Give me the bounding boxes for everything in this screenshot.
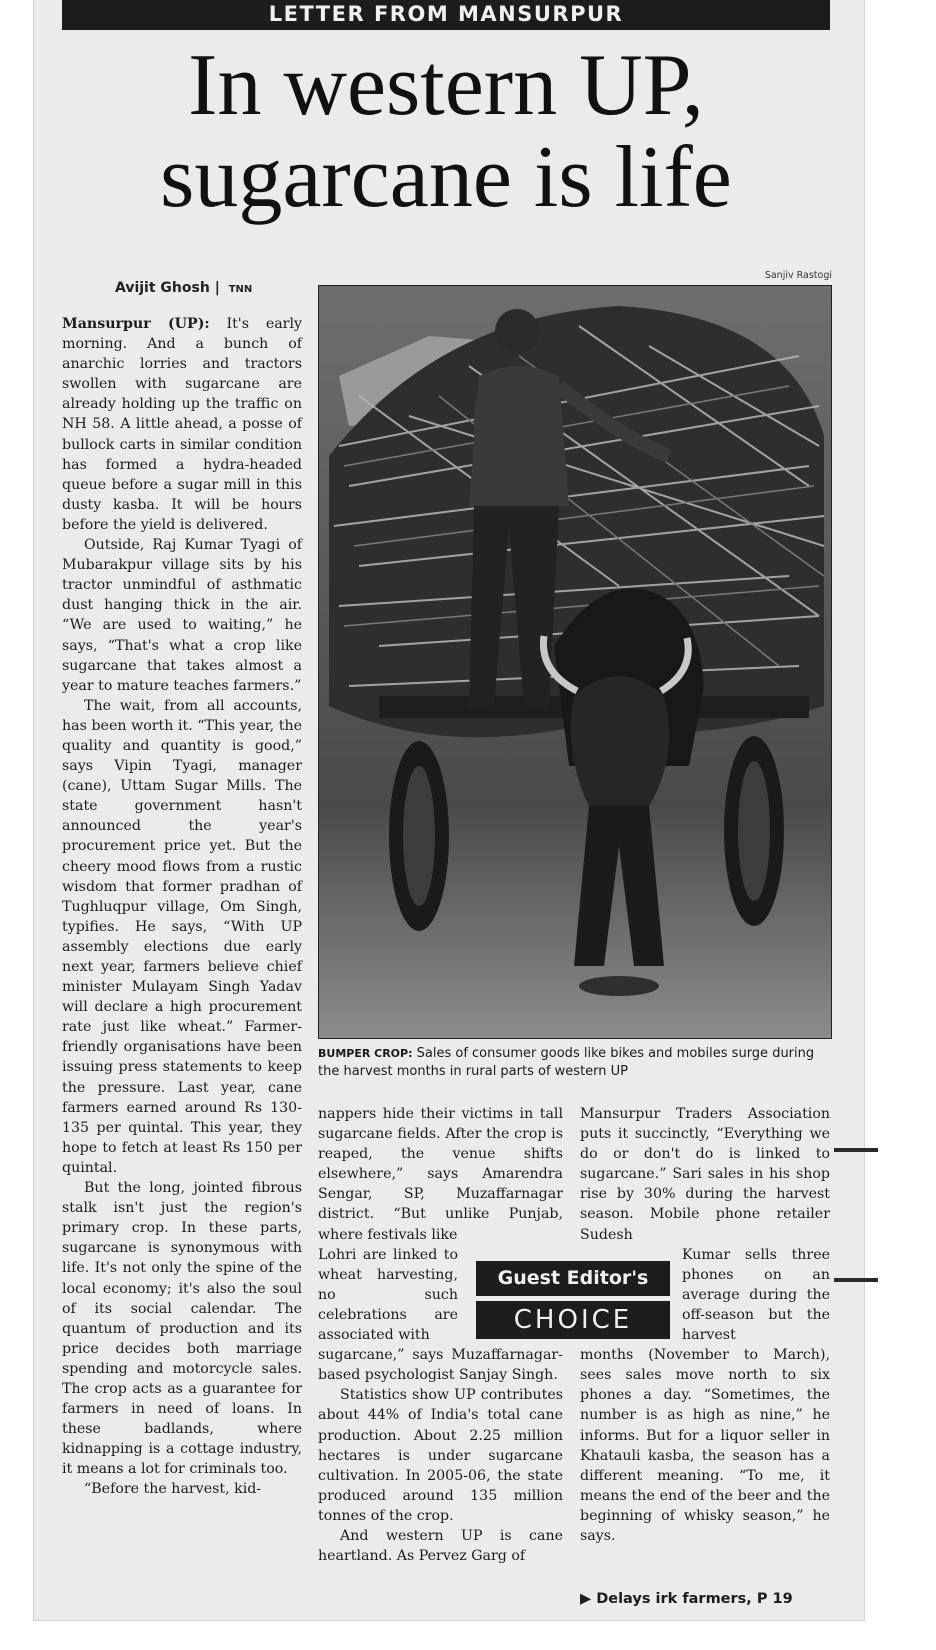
badge-line-2: CHOICE — [476, 1301, 670, 1339]
headline-line-1: In western UP, — [188, 37, 704, 134]
article-paragraph: And western UP is cane heartland. As Pervez Garg of — [318, 1527, 563, 1565]
badge-line-1: Guest Editor's — [476, 1261, 670, 1296]
photo-illustration — [319, 286, 831, 1038]
caption-text: Sales of consumer goods like bikes and mobiles surge during the harvest months in rural parts of western UP — [318, 1046, 815, 1079]
guest-editors-choice-badge — [476, 1261, 670, 1339]
section-kicker: LETTER FROM MANSURPUR — [62, 0, 830, 30]
byline-separator: | — [214, 280, 225, 296]
photo-credit: Sanjiv Rastogi — [764, 270, 832, 281]
byline-agency: TNN — [228, 284, 253, 295]
article-paragraph: Lohri are linked to wheat harvesting, no such celebrations are associated with — [318, 1246, 458, 1344]
article-column-1 — [62, 314, 302, 1500]
headline-line-2: sugarcane is life — [160, 129, 732, 226]
article-paragraph: The wait, from all accounts, has been worth it. “This year, the quality and quantity is good,” says Vipin Tyagi, manager (cane), Uttam Sugar Mills. The state government hasn't announced the year's procurement price yet. But the cheery mood flows from a rustic wisdom that former pradhan of Tughluqpur village, Om Singh, typifies. He says, “With UP assembly elections due early next year, farmers believe chief minister Mulayam Singh Yadav will declare a high procurement rate just like wheat.” Farmer-friendly organisations have been issuing press statements to keep the pressure. Last year, cane farmers earned around Rs 130-135 per quintal. This year, they hope to fetch at least Rs 150 per quintal. — [62, 697, 302, 1176]
photo-caption — [318, 1045, 830, 1081]
article-paragraph: “Before the harvest, kid- — [84, 1481, 262, 1498]
edge-mark — [834, 1278, 878, 1282]
dateline: Mansurpur (UP): — [62, 316, 210, 332]
caption-label: BUMPER CROP: — [318, 1047, 413, 1060]
article-paragraph: sugarcane,” says Muzaffarnagar-based psychologist Sanjay Singh. — [318, 1347, 563, 1384]
byline-author: Avijit Ghosh — [115, 280, 210, 296]
article-paragraph: But the long, jointed fibrous stalk isn't just the region's primary crop. In these parts, sugarcane is synonymous with life. It's not only the spine of the local economy; it's also the soul of its social calendar. The quantum of production and its price decides both marriage spending and motorcycle sales. The crop acts as a guarantee for farmers in need of loans. In these badlands, where kidnapping is a cottage industry, it means a lot for criminals too. — [62, 1180, 302, 1478]
article-paragraph: Statistics show UP contributes about 44% of India's total cane production. About 2.25 million hectares is under sugarcane cultivation. In 2005-06, the state produced around 135 million tonnes of the crop. — [318, 1387, 563, 1524]
article-paragraph: Mansurpur Traders Association puts it succinctly, “Everything we do or don't do is linked to sugarcane.” Sari sales in his shop rise by 30% during the harvest season. Mobile phone retailer Sudesh — [580, 1106, 830, 1243]
article-paragraph: Mansurpur (UP): It's early morning. And a bunch of anarchic lorries and tractors swollen with sugarcane are already holding up the traffic on NH 58. A little ahead, a posse of bullock carts in similar condition has formed a hydra-headed queue before a sugar mill in this dusty kasba. It will be hours before the yield is delivered. — [62, 316, 303, 533]
article-paragraph: Outside, Raj Kumar Tyagi of Mubarakpur village sits by his tractor unmindful of asthmatic dust hanging thick in the air. “We are used to waiting,” he says, “That's what a crop like sugarcane that takes almost a year to mature teaches farmers.” — [62, 537, 302, 694]
continued-on-link: ▶ Delays irk farmers, P 19 — [580, 1591, 793, 1607]
article-paragraph: nappers hide their victims in tall sugarcane fields. After the crop is reaped, the venue shifts elsewhere,” says Amarendra Sengar, SP, Muzaffarnagar district. “But unlike Punjab, where festivals like — [318, 1106, 563, 1243]
news-photo — [318, 285, 832, 1039]
byline — [115, 280, 252, 296]
headline — [62, 37, 830, 226]
article-paragraph: Kumar sells three phones on an average during the off-season but the harvest — [682, 1246, 830, 1344]
edge-mark — [834, 1148, 878, 1152]
article-paragraph: months (November to March), sees sales move north to six phones a day. “Sometimes, the number is as high as nine,” he informs. But for a liquor seller in Khatauli kasba, the season has a different meaning. “To me, it means the end of the beer and the beginning of whisky season,” he says. — [580, 1347, 830, 1544]
